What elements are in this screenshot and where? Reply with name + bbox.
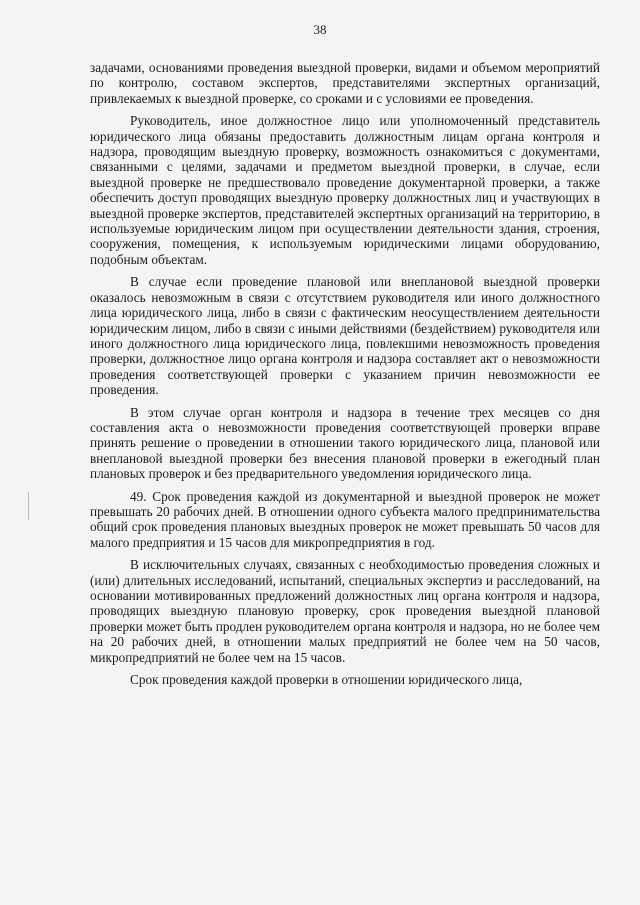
paragraph-7: Срок проведения каждой проверки в отношении юридического лица, [130,672,523,688]
page-number: 38 [313,22,327,37]
paragraph-6: В исключительных случаях, связанных с необходимостью проведения сложных и (или) длительных исследований, испытаний, специальных экспертиз и расследований, на основании мотивированных предложений должностных лиц органа контроля и надзора, проводящих выездную плановую проверку, срок проведения выездной плановой проверки может быть продлен руководителем органа контроля и надзора, но не более чем на 20 рабочих дней, в отношении малых предприятий не более чем на 50 часов, микропредприятий не более чем на 15 часов. [90,557,600,665]
scan-margin-mark [28,492,29,520]
paragraph-3: В случае если проведение плановой или внеплановой выездной проверки оказалось невозможным в связи с отсутствием руководителя или иного должностного лица юридического лица, либо в связи с фактическим неосуществлением деятельности юридическим лицом, либо в связи с иными действиями (бездействием) руководителя или иного должностного лица юридического лица, повлекшими невозможность проведения проверки, должностное лицо органа контроля и надзора составляет акт о невозможности проведения соответствующей проверки с указанием причин невозможности ее проведения. [90,274,600,398]
paragraph-4: В этом случае орган контроля и надзора в течение трех месяцев со дня составления акта о невозможности проведения соответствующей проверки вправе принять решение о проведении в отношении такого юридического лица, плановой или внеплановой выездной проверки без внесения плановой проверки в ежегодный план плановых проверок и без предварительного уведомления юридического лица. [90,404,600,482]
paragraph-2: Руководитель, иное должностное лицо или уполномоченный представитель юридического лица обязаны предоставить должностным лицам органа контроля и надзора, проводящим выездную проверку, возможность ознакомиться с документами, связанными с целями, задачами и предметом выездной проверки, в случае, если выездной проверке не предшествовало проведение документарной проверки, а также обеспечить доступ проводящих выездную проверку должностных лиц и участвующих в выездной проверке экспертов, представителей экспертных организаций на территорию, в используемые юридическим лицом при осуществлении деятельности здания, строения, сооружения, помещения, к используемым юридическими лицами оборудованию, подобным объектам. [90,113,600,267]
document-body [90,60,600,694]
paragraph-1: задачами, основаниями проведения выездной проверки, видами и объемом мероприятий по контролю, составом экспертов, представителями экспертных организаций, привлекаемых к выездной проверке, со сроками и с условиями ее проведения. [90,60,600,106]
paragraph-5: 49. Срок проведения каждой из документарной и выездной проверок не может превышать 20 рабочих дней. В отношении одного субъекта малого предпринимательства общий срок проведения плановых выездных проверок не может превышать 50 часов для малого предприятия и 15 часов для микропредприятия в год. [90,488,600,550]
